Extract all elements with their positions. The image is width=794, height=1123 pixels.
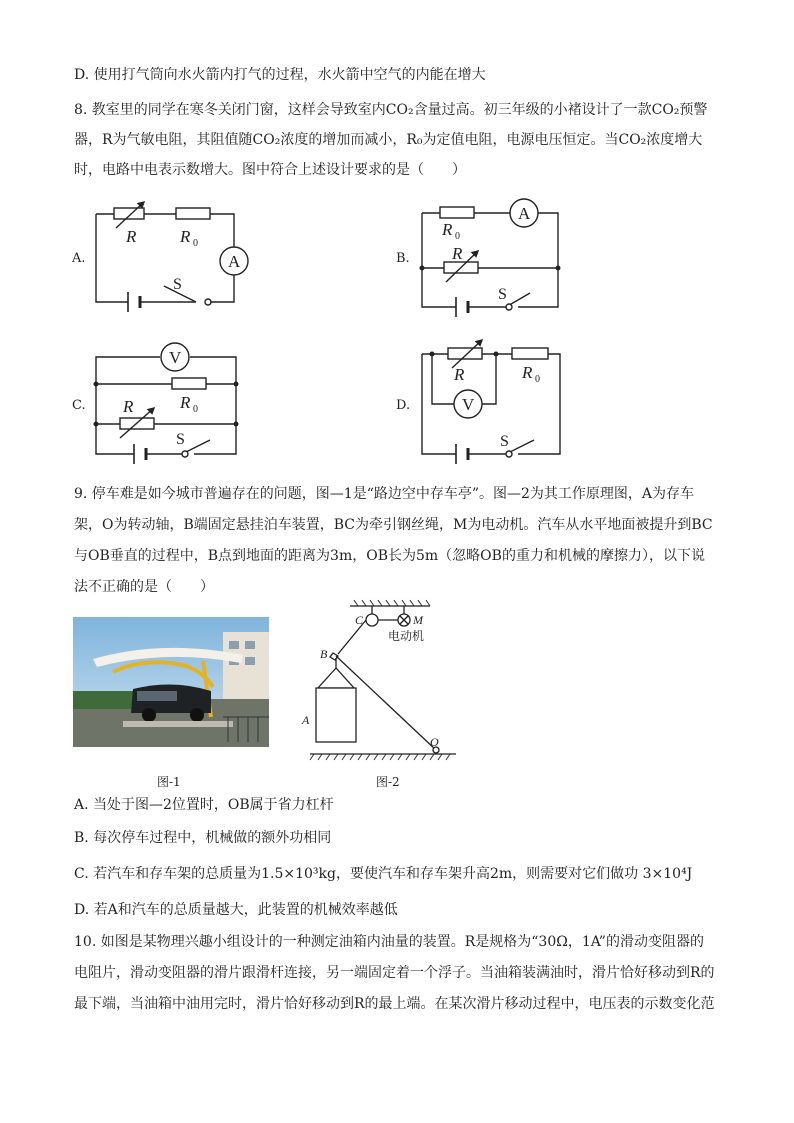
q10-stem-line3: 最下端，当油箱中油用完时，滑片恰好移动到R的最上端。在某次滑片移动过程中，电压表的示数变化范 (74, 996, 715, 1012)
circuit-c-diagram (90, 340, 250, 470)
circuit-d-diagram (410, 338, 570, 470)
q10-stem-line1: 10. 如图是某物理兴趣小组设计的一种测定油箱内油量的装置。R是规格为“30Ω，1A”的滑动变阻器的 (74, 934, 704, 950)
circuit-d-r0-label: R (522, 363, 533, 382)
q9-option-d: D. 若A和汽车的总质量越大，此装置的机械效率越低 (74, 902, 398, 918)
q8-label-c: C. (72, 398, 86, 413)
fig2-label-o: O (430, 735, 439, 749)
q8-stem-line1: 8. 教室里的同学在寒冬关闭门窗，这样会导致室内CO₂含量过高。初三年级的小褚设计了一款CO₂预警 (74, 102, 708, 118)
circuit-d-voltmeter-label: V (462, 395, 475, 414)
circuit-a-switch-label: S (173, 276, 182, 293)
lever-mechanism-diagram (300, 598, 460, 768)
q9-stem-line3: 与OB垂直的过程中，B点到地面的距离为3m，OB长为5m（忽略OB的重力和机械的摩擦力），以下说 (74, 548, 705, 564)
circuit-a-r0-sub: 0 (193, 238, 198, 249)
q9-stem-line1: 9. 停车难是如今城市普遍存在的问题，图—1是“路边空中存车亭”。图—2为其工作原理图，A为存车 (74, 486, 695, 502)
fig2-label-c: C (355, 613, 364, 627)
circuit-b-r0-sub: 0 (455, 231, 460, 242)
circuit-b-r0-label: R (442, 220, 453, 239)
fig2-label-motor: 电动机 (388, 629, 425, 643)
circuit-a-ammeter-label: A (228, 252, 241, 271)
circuit-b-r-label: R (452, 244, 463, 263)
fig2-caption: 图-2 (376, 775, 400, 789)
fig2-label-b: B (320, 647, 328, 661)
q8-stem-line2: 器，R为气敏电阻，其阻值随CO₂浓度的增加而减小，R₀为定值电阻，电源电压恒定。当CO₂浓度增大 (74, 132, 703, 148)
q9-option-b: B. 每次停车过程中，机械做的额外功相同 (74, 830, 332, 846)
q7-option-d: D. 使用打气筒向水火箭内打气的过程，水火箭中空气的内能在增大 (74, 67, 486, 83)
q9-stem-line2: 架，O为转动轴，B端固定悬挂泊车装置，BC为牵引钢丝绳，M为电动机。汽车从水平地面被提升到BC (74, 517, 713, 533)
q9-option-a: A. 当处于图—2位置时，OB属于省力杠杆 (74, 797, 334, 813)
circuit-c-r0-sub: 0 (193, 404, 198, 415)
circuit-b-switch-label: S (498, 286, 507, 303)
q8-label-a: A. (72, 251, 86, 266)
circuit-d-switch-label: S (500, 433, 509, 450)
q10-stem-line2: 电阻片，滑动变阻器的滑片跟滑杆连接，另一端固定着一个浮子。当油箱装满油时，滑片恰好移动到R的 (74, 965, 715, 981)
q9-stem-line4: 法不正确的是（ ） (74, 579, 214, 595)
circuit-c-r0-label: R (180, 393, 191, 412)
fig2-label-m: M (413, 613, 423, 627)
circuit-c-voltmeter-label: V (169, 348, 182, 367)
q8-stem-line3: 时，电路中电表示数增大。图中符合上述设计要求的是（ ） (74, 162, 466, 178)
circuit-d-r0-sub: 0 (535, 374, 540, 385)
circuit-a-r-label: R (126, 227, 137, 246)
parking-pavilion-photo (73, 617, 269, 747)
circuit-b-ammeter-label: A (518, 204, 531, 223)
fig1-caption: 图-1 (157, 775, 181, 789)
q8-label-b: B. (396, 251, 410, 266)
circuit-a-diagram (90, 200, 260, 315)
circuit-b-diagram (412, 195, 572, 320)
q8-label-d: D. (396, 398, 411, 413)
circuit-c-switch-label: S (176, 431, 185, 448)
q9-option-c: C. 若汽车和存车架的总质量为1.5×10³kg，要使汽车和存车架升高2m，则需要对它们做功 3×10⁴J (74, 866, 693, 882)
fig2-label-a: A (302, 713, 310, 727)
circuit-a-r0-label: R (180, 227, 191, 246)
circuit-d-r-label: R (454, 365, 465, 384)
circuit-c-r-label: R (123, 397, 134, 416)
